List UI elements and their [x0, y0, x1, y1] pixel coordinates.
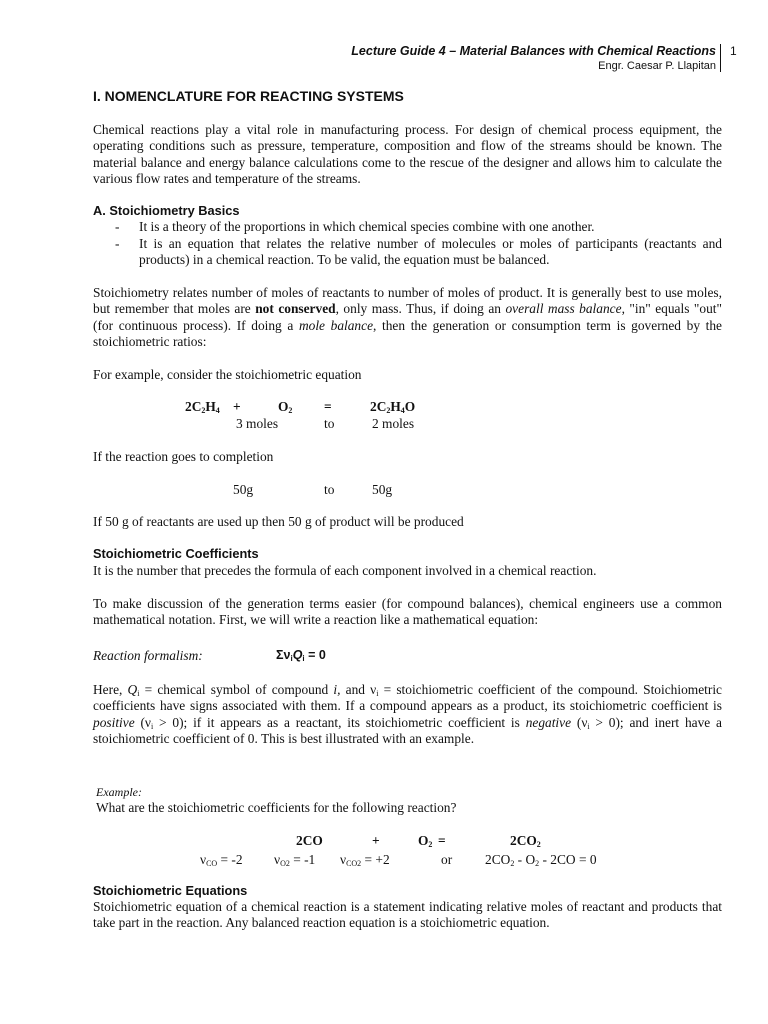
equals-sign: = [438, 833, 446, 848]
coefficients-heading: Stoichiometric Coefficients [93, 546, 259, 561]
bullet-dash: - [115, 236, 120, 251]
bullet-text: It is an equation that relates the relative number of molecules or moles of participants (reactants and products) in a chemical reaction. To be valid, the equation must be balanced. [139, 236, 722, 268]
stoichiometry-basics-heading: A. Stoichiometry Basics [93, 203, 240, 218]
reactant-co: 2CO [296, 833, 323, 848]
plus-sign: + [372, 833, 380, 848]
coefficients-definition: It is the number that precedes the formula of each component involved in a chemical reaction. [93, 563, 597, 578]
mass-conservation-text: If 50 g of reactants are used up then 50 g of product will be produced [93, 514, 464, 529]
header-title: Lecture Guide 4 – Material Balances with Chemical Reactions [351, 44, 716, 58]
example-question: What are the stoichiometric coefficients for the following reaction? [96, 800, 457, 815]
bullet-text: It is a theory of the proportions in which chemical species combine with one another. [139, 219, 595, 234]
mass-left: 50g [233, 482, 254, 497]
formalism-label: Reaction formalism: [93, 648, 203, 663]
mass-to: to [324, 482, 335, 497]
reactant-o2: $O_2$ [418, 833, 433, 849]
mass-right: 50g [372, 482, 393, 497]
alternate-equation: $2CO_2 - O_2 - 2CO = 0$ [485, 852, 597, 868]
product-co2: $2CO_2$ [510, 833, 541, 849]
left-moles: 3 moles [236, 416, 279, 431]
product-ethylene-oxide: $2C_2H_4O$ [370, 399, 416, 415]
example-label: Example: [96, 785, 142, 799]
stoichiometry-paragraph: Stoichiometry relates number of moles of reactants to number of moles of product. It is generally best to use moles, but remember that moles are not conserved, only mass. Thus, if doing an overall mass balance, "in" equals "out" (for continuous process). If doing a mole balance, then the generation or consumption term is governed by the stoichiometric ratios: [93, 285, 722, 350]
to-label: to [324, 416, 335, 431]
example-intro: For example, consider the stoichiometric equation [93, 367, 362, 382]
section-title: I. NOMENCLATURE FOR REACTING SYSTEMS [93, 88, 404, 104]
equations-paragraph: Stoichiometric equation of a chemical reaction is a statement indicating relative moles of reactant and products that take part in the reaction. Any balanced reaction equation is a stoichiometric equation. [93, 899, 722, 931]
equations-heading: Stoichiometric Equations [93, 883, 248, 898]
reactant-oxygen: $O_2$ [278, 399, 293, 415]
plus-sign: + [233, 399, 241, 414]
header-author: Engr. Caesar P. Llapitan [598, 60, 716, 72]
or-label: or [441, 852, 453, 867]
intro-paragraph: Chemical reactions play a vital role in manufacturing process. For design of chemical process equipment, the operating conditions such as pressure, temperature, composition and flow of the streams should be known. The material balance and energy balance calculations come to the rescue of the designer and allows him to calculate the various flow rates and temperature of the streams. [93, 122, 722, 187]
bullet-dash: - [115, 219, 120, 234]
page-number: 1 [730, 44, 737, 58]
header-divider [720, 44, 721, 72]
emphasis-not-conserved: not conserved [255, 301, 336, 317]
bullet-item [115, 219, 722, 235]
completion-text: If the reaction goes to completion [93, 449, 274, 464]
reactant-ethylene: $2C_2H_4$ [185, 399, 220, 415]
nu-co: $\nu_{CO} = -2$ [200, 852, 243, 868]
nu-co2: $\nu_{CO2} = +2$ [340, 852, 390, 868]
nu-o2: $\nu_{O2} = -1$ [274, 852, 316, 868]
notation-paragraph: To make discussion of the generation terms easier (for compound balances), chemical engineers use a common mathematical notation. First, we will write a reaction like a mathematical equation: [93, 596, 722, 628]
formalism-equation: $\Sigma\nu_iQ_i = 0$ [276, 648, 326, 663]
right-moles: 2 moles [372, 416, 415, 431]
bullet-item [115, 236, 722, 269]
equals-sign: = [324, 399, 332, 414]
coefficient-explanation: Here, $Q_i$ = chemical symbol of compound i, and $\nu_i$ = stoichiometric coefficient of the compound. Stoichiometric coefficients have signs associated with them. If a compound appears as a product, its stoichiometric coefficient is positive $(\nu_i > 0)$; if it appears as a reactant, its stoichiometric coefficient is negative $(\nu_i > 0)$; and inert have a stoichiometric coefficient of 0. This is best illustrated with an example. [93, 682, 722, 747]
